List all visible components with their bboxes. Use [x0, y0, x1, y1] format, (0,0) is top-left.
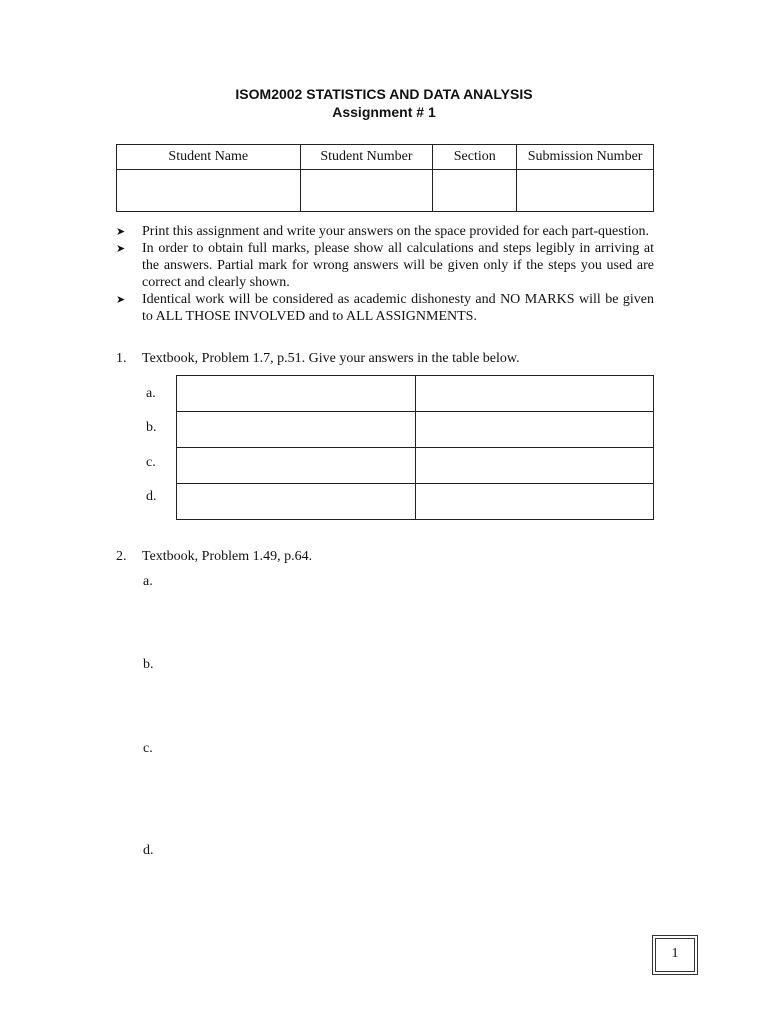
instruction-text: In order to obtain full marks, please show all calculations and steps legibly in arriving at the answers. Partial mark for wrong answers will be given only if the steps you used are correct and clearly shown.	[142, 241, 654, 290]
question-1	[116, 351, 654, 369]
part-label: b.	[146, 420, 157, 435]
answer-cell[interactable]	[177, 484, 416, 520]
instruction-item	[116, 240, 654, 291]
part-label: a.	[143, 574, 153, 589]
course-title: ISOM2002 STATISTICS AND DATA ANALYSIS	[235, 86, 533, 102]
answer-table	[176, 375, 654, 520]
answer-cell[interactable]	[415, 484, 654, 520]
answer-cell[interactable]	[177, 376, 416, 412]
question-number: 1.	[116, 351, 127, 366]
instruction-text: Print this assignment and write your answers on the space provided for each part-question.	[142, 224, 649, 239]
instructions-list	[116, 223, 654, 325]
part-label: a.	[146, 386, 156, 401]
answer-cell[interactable]	[415, 412, 654, 448]
submission-number-header: Submission Number	[517, 145, 654, 170]
arrowhead-bullet-icon: ➤	[116, 242, 126, 255]
student-number-header: Student Number	[300, 145, 433, 170]
answer-row	[177, 376, 654, 412]
part-label: c.	[146, 455, 156, 470]
answer-cell[interactable]	[415, 448, 654, 484]
submission-number-cell[interactable]	[517, 170, 654, 212]
answer-cell[interactable]	[177, 412, 416, 448]
page-number-box	[652, 935, 698, 975]
section-header: Section	[433, 145, 517, 170]
part-label: c.	[143, 741, 153, 756]
instruction-item	[116, 291, 654, 325]
question-2	[116, 549, 654, 567]
answer-row	[177, 412, 654, 448]
answer-row	[177, 448, 654, 484]
answer-row	[177, 484, 654, 520]
student-name-cell[interactable]	[117, 170, 301, 212]
section-cell[interactable]	[433, 170, 517, 212]
answer-cell[interactable]	[177, 448, 416, 484]
page-number: 1	[671, 946, 679, 961]
arrowhead-bullet-icon: ➤	[116, 225, 126, 238]
student-info-table	[116, 144, 654, 212]
arrowhead-bullet-icon: ➤	[116, 293, 126, 306]
answer-cell[interactable]	[415, 376, 654, 412]
part-label: d.	[146, 489, 157, 504]
question-number: 2.	[116, 549, 127, 564]
instruction-text: Identical work will be considered as academic dishonesty and NO MARKS will be given to ALL THOSE INVOLVED and to ALL ASSIGNMENTS.	[142, 292, 654, 324]
instruction-item	[116, 223, 654, 240]
question-text: Textbook, Problem 1.49, p.64.	[142, 549, 313, 564]
student-info-header-row	[117, 145, 654, 170]
student-number-cell[interactable]	[300, 170, 433, 212]
student-info-entry-row	[117, 170, 654, 212]
part-label: b.	[143, 657, 154, 672]
student-name-header: Student Name	[117, 145, 301, 170]
part-label: d.	[143, 843, 154, 858]
question-text: Textbook, Problem 1.7, p.51. Give your answers in the table below.	[142, 351, 520, 366]
assignment-title: Assignment # 1	[332, 104, 436, 120]
